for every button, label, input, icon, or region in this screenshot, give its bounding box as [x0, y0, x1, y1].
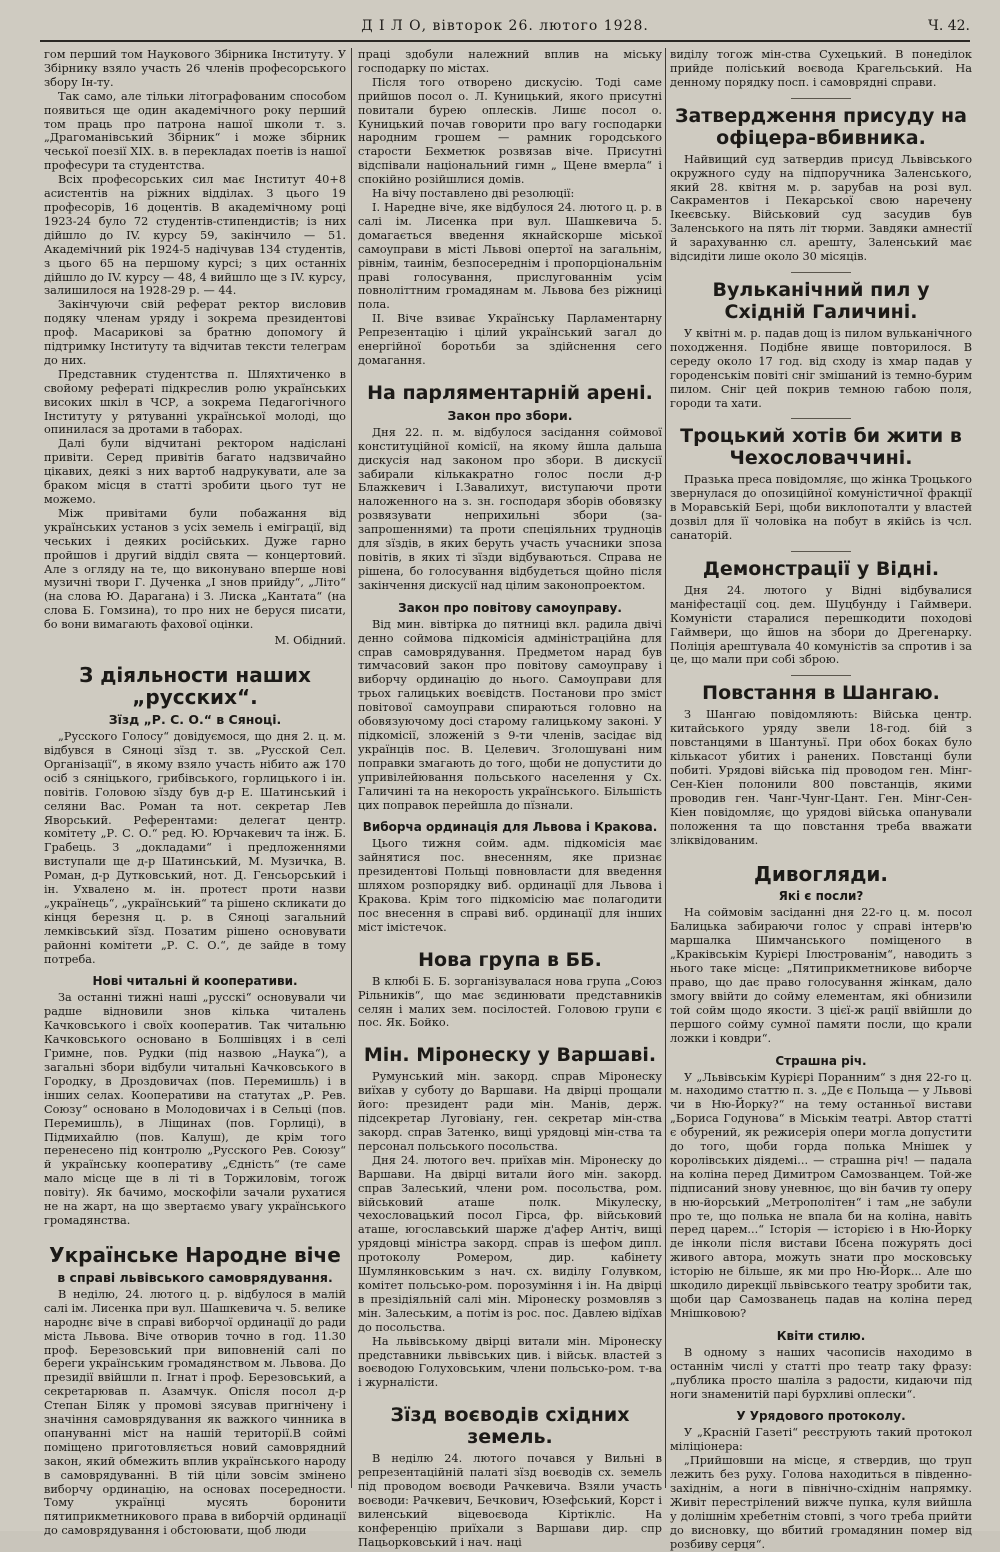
- article-paragraph: Від мин. вівтірка до пятниці вкл. радила двічі денно соймова підкомісія адміністраційна для справ самоврядування. Предметом нарад був тимчасовий закон про повітову самоуправу і виборчу ординацію до нього. Самоупрaви для трьох галицьких воєвідств. Постанови про зміст повітової самоуправи спираються головно на обовязуючому досі старому галицькому законі. У підкомісії, зложеній з 9-ти членів, засідає від українців пос. В. Целевич. Зголошувані ним поправки змагають до того, щоби не допустити до упривілейювання польського населення у Сх. Галичині та на некорость українського. Більшість цих поправок перейшла до пїзнали.: [358, 617, 662, 812]
- article-paragraph: В клюбі Б. Б. зорганізувалася нова група „Союз Рільників“, що має зєдинювати представників селян і малих зем. посілостей. Головою групи є пос. Як. Бойко.: [358, 974, 662, 1030]
- headline-povstannia: Повстання в Шангаю.: [702, 682, 940, 705]
- article-paragraph: Румунський мін. закорд. справ Міронеску виїхав у суботу до Варшави. На двірці прощали його: президент ради мін. Манів, держ. підсекретар Луговіану, ген. секретар мін-ства закорд. справ Затенко, вищі урядовці мін-ства та персонал польського посольства.: [358, 1070, 662, 1153]
- article-paragraph: Закінчуючи свій реферат ректор висловив подяку членам уряду і зокрема президентові проф. Масарикові за братню допомогу й підтримку Інституту та відчитав тексти телеграм до них.: [44, 298, 346, 367]
- article-paragraph: Дня 24. лютого у Відні відбувалися маніфестації соц. дем. Шуцбунду і Гаймвери. Комуністи старалися перешкодити походові Гаймвери, що йшов на збори до Дрегенарку. Поліція арештувала 40 комуністів за спротив і за це, що мали при собі зброю.: [670, 583, 972, 667]
- article-paragraph: Найвищий суд затвердив присуд Львівського окружного суду на підпоручника Заленського, який 28. квітня м. р. зарубав на розі вул. Сакраментов і Пекарської свою наречену Ікеєвську. Військовий суд засудив був Заленського на пять літ тюрми. Завдяки амнестії й зарахуванню сл. арешту, Заленський має відсидіти лише около 30 місяців.: [670, 152, 972, 264]
- headline-zatverdzhennia: Затвердження присуду на офіцера-вбивника.: [674, 104, 968, 149]
- subheading-posly: Які є посли?: [778, 889, 864, 904]
- article-paragraph: Представник студентства п. Шляхтиченко в свойому рефераті підкреслив ролю українських високих шкіл в ЧСР, а зокрема Педагогічного Інституту у рятуванні української молоді, що опинилася за дротами в таборах.: [44, 367, 346, 437]
- column-2: [358, 48, 662, 1549]
- separator: [791, 551, 851, 552]
- separator: [791, 418, 851, 419]
- article-paragraph: В неділю, 24. лютого ц. р. відбулося в малій салі ім. Лисенка при вул. Шашкевича ч. 5. велике народнє віче в справі виборчої ординації до ради міста Львова. Віче отворив точно в год. 11.30 проф. Березовський при виповненій салі по береги українським громадянством м. Львова. До президії ввійшли п. Ігнат і проф. Березовський, а секретарював п. Азамчук. Опісля посол д-р Степан Біляк у промові зясував пригнічену і значіння самоврядування як важкого чинника в опануванні міст на нашій території.В соймі поміщено приготовляється новий самоврядний закон, який обмежить вплив українського народу в самоврядуванні. В тій ціли зовсім змінено виборчу ординацію, на основах посередности. Тому українці мусять боронити пятиприкметникового права в виборчій ординації до самоврядування і обстоювати, щоб люди: [44, 1287, 346, 1538]
- article-paragraph: Празька преса повідомляє, що жінка Троцького звернулася до опозиційної комуністичної фракції в Моравській Бері, щоби виклопоталти у властей дозвіл для її чоловіка на побут в якійсь із чсл. санаторій.: [670, 473, 972, 543]
- subheading-zbory: Закон про збори.: [447, 407, 573, 423]
- article-paragraph: „Прийшовши на місце, я ствердив, що труп лежить без руху. Голова находиться в південно-західнім, а ноги в північно-східнім напрямку. Живіт перестрілений вижче пупка, куля вийшла у долішнім хребетнім стовпі, з чого треба прийти до висновку, що вбитий громадянин помер від розбиву серця“.: [670, 1454, 972, 1551]
- article-paragraph: На вічу поставлено дві резолюції:: [372, 187, 575, 201]
- page-header: [40, 18, 970, 42]
- article-paragraph: „Русского Голосу“ довідуємося, що дня 2. ц. м. відбувся в Сяноці зїзд т. зв. „Русской Сел. Організації“, в якому взяло участь нібито аж 170 осіб з сяніцького, грибівського, горлицького і ін. повітів. Головою зїзду був д-р Е. Шатинський і селяни Вас. Роман та нот. секретар Лев Яворський. Референтами: делегат центр. комітету „Р. С. О.“ ред. Ю. Юрчакевич та інж. Б. Грабець. З „докладами“ і предложеннями виступали ще д-р Шатинський, М. Музичка, В. Роман, д-р Дутковський, нот. Д. Генсьорський і ін. Ухвалено м. ін. протест проти назви „українець“, „український“ та рішено скликати до кінця березня ц. р. в Сяноці загальний лемківський зїзд. Позатим рішено основувати районні комітети „Р. С. О.“, де зайде в тому потреба.: [44, 730, 346, 966]
- article-paragraph: За останні тижні наші „русскі“ основували чи радше відновили знов кілька читалень Качковського і своїх кооператив. Так читальню Качковського основано в Болшівцях і в селі Гримне, пов. Рудки (під назвою „Наука“), а загальні збори відбули читальні Качковського в Городку, в Дроздовичах (пов. Перемишль) і в інших селах. Кооперативи на статутах „Р. Рев. Союзу“ основано в Молодовичах і в Сельці (пов. Перемишль), в Ліщинах (пов. Горлиці), в Підмихайлю (пов. Калуш), де крім того перенесено під контролю „Русского Рев. Союзу“ й українську кооперативу „Єдність“ (те саме мало місце ще в лі ті в Торжиловім, тогож повіту). Як бачимо, москофіли зачали рухатися не на жарт, на що звертаємо увагу українського громадянства.: [44, 991, 346, 1227]
- headline-nova-hrupa: Нова група в ББ.: [418, 948, 602, 971]
- subheading-samouprava: Закон про повітову самоуправу.: [398, 600, 622, 615]
- article-paragraph: праці здобули належний вплив на міську господарку по містах.: [358, 48, 662, 75]
- article-paragraph: На соймовім засіданні дня 22-го ц. м. посол Балицька забираючи голос у справі інтерв'ю маршалка Шимчанського поміщеного в „Краківськім Курієрі Ілюстрованім“, наводить з нього таке місце: „Пятиприкметникове виборче право, що дає право голосування жінкам, дало змогу ввійти до сойму елементам, які обнизили той сойм щодо якости. З цієї-ж рації ввійшли до першого сойму сумної памяти посли, що крали ложки і ковдри“.: [670, 906, 972, 1045]
- article-paragraph: Дня 24. лютого веч. приїхав мін. Міронеску до Варшави. На двірці витали його мін. закорд. справ Залеський, члени ром. посольства, ром. військовий аташе полк. Мікулеску, чехословацький посол Гірса, фр. військовий аташе, югославський шарже д'афер Антіч, вищі урядовці міністра закорд. справ із шефом дипл. протоколу Ромером, дир. кабінету Шумлянковським з нач. сх. виділу Голувком, комітет польсько-ром. порозуміння і ін. На двірці в презідіяльній салі мін. Міронеску розмовляв з мін. Залеським, а потім із рос. пос. Давлею відїхав до посольства.: [358, 1153, 662, 1334]
- headline-demonstratsii: Демонстрації у Відні.: [702, 557, 940, 580]
- subheading-ordynacija: Виборча ординація для Львова і Кракова.: [362, 820, 658, 835]
- separator: [791, 98, 851, 99]
- author-signature: М. Обідний.: [274, 634, 346, 648]
- separator: [791, 272, 851, 273]
- column-1: [44, 48, 346, 1538]
- page-number: Ч. 42.: [928, 18, 970, 34]
- article-paragraph: Далі були відчитані ректором надіслані привіти. Серед привітів багато надзвичайно цікавих, деякі з них вартоб надрукувати, але за браком місця в статті зробити цього тут не можемо.: [44, 437, 346, 506]
- masthead: Д І Л О, вівторок 26. лютого 1928.: [361, 18, 649, 34]
- article-paragraph: У квітні м. р. падав дощ із пилом вульканічного походження. Подібне явище повторилося. В середу около 17 год. від сходу із хмар падав у городенськім повіті сніг змішаний із темно-бурим пилом. Сніг цей покрив темною габою поля, городи та хати.: [670, 326, 972, 410]
- article-paragraph: Всіх професорських сил має Інститут 40+8 асистентів на ріжних відділах. З цього 19 професорів, 16 доцентів. В академічному році 1923-24 було 72 студентів-стипендистів; із них дійшло до IV. курсу 59, закінчило — 51. Академічний рік 1924-5 надічував 134 студентів, з цього 65 на першому курсі; з цих останніх дійшло до IV. курсу — 48, 4 вийшло ще з IV. курсу, залишилося на 1928-29 р. — 44.: [44, 173, 346, 298]
- headline-zizd-voievodiv: Зїзд воєводів східних земель.: [390, 1404, 630, 1449]
- article-paragraph: В неділю 24. лютого почався у Вильні в репрезентаційній палаті зїзд воєводів сх. земель під проводом воєводи Рачкевича. Взяли участь воєводи: Рачкевич, Бечкович, Юзефський, Корст і виленський віцевоєвода Кіртікліс. На конференцію приїхали з Варшави дир. спр Пацьорковський і нач. наці: [358, 1452, 662, 1549]
- headline-vulkanichnyi-pyl: Вульканічний пил у Східній Галичині.: [712, 278, 930, 323]
- article-paragraph: Дня 22. п. м. відбулося засідання соймової конституційної комісії, на якому йшла дальша дискусія над законом про збори. В дискусії забирали кількакратно голос посли д-р Блажкевич і І.Завалихут, виступаючи проти наложенного на з. зн. господаря зборів обовязку розвязувати неприхильні збори (за- запрошеннями) та проти спеціяльних трудноців для зїздів, в яких беруть участь учасники зпоза повітів, в яких ті зїзди відбуваються. Справа не рішена, бо голосування відбудеться щойно після закінчення дискусії над цілим законопроектом.: [358, 425, 662, 592]
- headline-trotskyi: Троцький хотів би жити в Чехословаччині.: [680, 425, 962, 470]
- headline-russkikh: З діяльности наших „русских“.: [79, 663, 311, 710]
- subheading-chytalni: Нові читальні й кооперативи.: [92, 974, 298, 989]
- article-paragraph: У „Красній Газеті“ реєструють такий протокол міліціонера:: [670, 1426, 972, 1454]
- article-paragraph: Після того отворено дискусію. Тоді саме прийшов посол о. Л. Куницький, якого присутні повитали бурею оплесків. Лишє посол о. Куницький почав говорити про вагу господарки народним грошем — рамник городського старости Бехметюк розвязав віче. Присутні відспівали національний гимн „ Щене вмерла“ і спокійно розійшлися домів.: [358, 75, 662, 187]
- column-3: [670, 48, 972, 1551]
- subheading-kvity-styliu: Квіти стилю.: [776, 1328, 866, 1343]
- article-paragraph: На львівському двірці витали мін. Міронеску представники львівських цив. і військ. властей з воєводою Голуховським, члени польсько-ром. т-ва і журналісти.: [358, 1334, 662, 1390]
- article-paragraph: В одному з наших часописів находимо в останнім числі у статті про театр таку фразу: „публика просто шаліла з радости, кидаючи під ноги знаменитій парі бурхливі оплески“.: [670, 1345, 972, 1401]
- article-paragraph: ІІ. Віче взиває Українську Парламентарну Репрезентацію і цілий український загал до енергійної боротьби за здійснення сего домагання.: [358, 312, 662, 367]
- subheading-strashna-rich: Страшна річ.: [775, 1053, 867, 1068]
- column-divider: [351, 48, 352, 1488]
- subheading-samovriaduvannia: в справі львівського самоврядування.: [57, 1269, 333, 1285]
- subheading-zizd-rso: Зїзд „Р. С. О.“ в Сяноці.: [108, 712, 282, 728]
- article-paragraph: виділу тогож мін-ства Сухецький. В понеділок прийде поліський воєвода Крагельський. На денному порядку посп. і самоврядні справи.: [670, 48, 972, 89]
- subheading-protokol: У Урядового протоколу.: [736, 1409, 906, 1424]
- article-paragraph: Так само, але тільки літографованим способом появиться ще один академічного року перший том праць про патрона нашої школи т. з. „Драгоманівський Збірник“ і може збірник чеської поезії XIX. в. в перекладах поетів із нашої професури та студентства.: [44, 89, 346, 173]
- article-paragraph: Цього тижня сойм. адм. підкомісія має зайнятися пос. внесенням, яке признає президентові Польщі повновласти для введення шляхом розпорядку виб. ординації для Львова і Кракова. Крім того підкомісію має полагодити пос внесення в справі виб. ординації для інших міст імістечок.: [358, 837, 662, 934]
- separator: [791, 675, 851, 676]
- headline-dyvohliady: Дивогляди.: [754, 862, 888, 887]
- column-divider: [665, 48, 666, 1488]
- article-paragraph: І. Наредне віче, яке відбулося 24. лютого ц. р. в салі ім. Лисенка при вул. Шашкевича 5. домагається введення якнайскорше міської самоуправи в місті Львові опертої на загальнім, рівнім, таинім, безпосереднім і пропорціональнім праві голосування, прислугованнім усім повноліттним громадянам м. Львова без ріжниці пола.: [358, 200, 662, 312]
- headline-parliament: На парляментарній арені.: [367, 381, 653, 404]
- article-paragraph: У „Львівськім Курієрі Поранним“ з дня 22-го ц. м. находимо статтю п. з. „Де є Польща — у Львові чи в Ню-Йорку?“ на тему останньої вистави „Бориса Годунова“ в Міськім театрі. Автор статті є обурений, як режисерія опери могла допустити до того, щоби горда полька Мнішек у королівських діядемі... — страшна річ! — падала на коліна перед Димитром Самозванцем. Той-же підписаний знову уневнює, що він бачив ту оперу в ню-йорський „Метрополітен“ і там „не забули про те, що полька не впала би на коліна, навіть перед царем...“ Історія — історією і в Ню-Йорку де інколи після вистави Ібсена пожурять досі живого автора, можуть знати про московську історію не більше, як ми про Ню-Йорк... Але шо шкодило дирекції львівського театру зробити так, щоби цар Самозванець падав на коліна перед Мнішковою?: [670, 1070, 972, 1320]
- article-paragraph: З Шангаю повідомляють: Війська центр. китайського уряду звели 18-год. бій з повстанцями в Шантуньї. При обох боках було кількасот убитих і ранених. Повстанці були побиті. Урядові війська під проводом ген. Мінг-Сен-Кіен полонили 800 повстанців, якими проводив ген. Чанг-Чунг-Цант. Ген. Мінг-Сен-Кіен повідомляє, що урядові війська опанували положення та що повстання треба вважати зліквідованим.: [670, 708, 972, 847]
- article-paragraph: Між привітами були побажання від українських установ з усіх земель і еміграції, від чеських і деяких російських. Дуже гарно пройшов і другий відділ свята — концертовий. Але з огляду на те, що виконувано вперше нові музичні твори Г. Дученка „І знов прийду“, „Літо“ (на слова Ю. Дарагана) і З. Лиска „Кантата“ (на слова Б. Гомзина), то про них не беруся писати, бо вони вимагають фахової оцінки.: [44, 506, 346, 632]
- article-paragraph: гом перший том Наукового Збірника Інституту. У Збірнику взяло участь 26 членів професорського збору Ін-ту.: [44, 48, 346, 89]
- headline-mironesku: Мін. Міронеску у Варшаві.: [363, 1044, 657, 1067]
- headline-narodne-viche: Українське Народне віче: [49, 1242, 341, 1267]
